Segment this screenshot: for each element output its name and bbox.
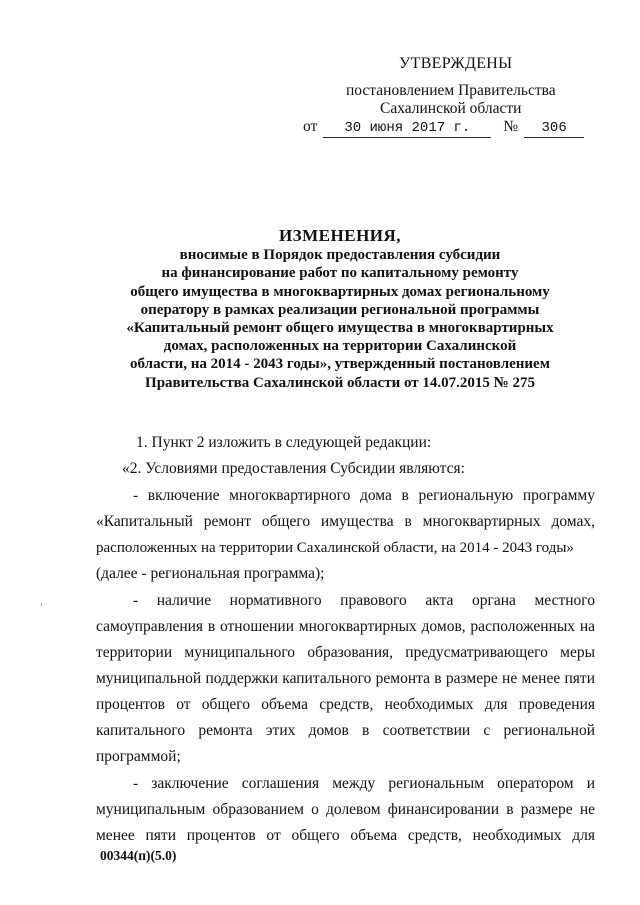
heading-line: общего имущества в многоквартирных домах региональному [130, 283, 550, 300]
body-line: программой; [96, 748, 181, 765]
heading-line: вносимые в Порядок предоставления субсидии [179, 247, 501, 264]
date-value: 30 июня 2017 г. [323, 120, 491, 138]
heading-line: Правительства Сахалинской области от 14.07.2015 № 275 [145, 374, 535, 391]
body-line: муниципальным образованием о долевом финансировании в размере не [96, 801, 595, 818]
approval-date-line [303, 118, 584, 138]
approval-title: УТВЕРЖДЕНЫ [399, 55, 513, 72]
body-line: (далее - региональная программа); [96, 565, 325, 582]
body-line: муниципальной поддержки капитального ремонта в размере не менее пяти [96, 670, 595, 687]
body-line: - включение многоквартирного дома в региональную программу [133, 487, 595, 504]
body-line: 1. Пункт 2 изложить в следующей редакции: [136, 434, 432, 451]
body-line: расположенных на территории Сахалинской области, на 2014 - 2043 годы» [96, 540, 574, 556]
body-line: «2. Условиями предоставления Субсидии являются: [122, 460, 465, 477]
body-line: - заключение соглашения между региональным оператором и [133, 775, 595, 792]
approval-issuer-line-1: постановлением Правительства [346, 82, 556, 99]
heading-line: области, на 2014 - 2043 годы», утвержденный постановлением [130, 356, 550, 373]
body-line: процентов от общего объема средств, необходимых для проведения [96, 696, 595, 713]
number-value: 306 [524, 120, 584, 138]
document-code: 00344(п)(5.0) [100, 848, 177, 863]
body-line: - наличие нормативного правового акта органа местного [133, 592, 595, 609]
heading-title: ИЗМЕНЕНИЯ, [278, 226, 402, 245]
heading-line: на финансирование работ по капитальному ремонту [161, 265, 519, 282]
document-heading [100, 227, 580, 392]
heading-line: оператору в рамках реализации региональной программы [140, 301, 540, 318]
scan-mark [41, 603, 42, 606]
body-line: капитального ремонта этих домов в соответствии с региональной [96, 722, 595, 739]
number-sign: № [503, 118, 519, 135]
body-line: «Капитальный ремонт общего имущества в многоквартирных домах, [96, 513, 595, 530]
body-line: менее пяти процентов от общего объема средств, необходимых для [96, 827, 595, 844]
body-line: самоуправления в отношении многоквартирных домов, расположенных на [96, 618, 595, 635]
body-line: территории муниципального образования, предусматривающего меры [96, 644, 595, 661]
approval-issuer-line-2: Сахалинской области [380, 100, 522, 117]
date-prefix: от [303, 118, 318, 135]
heading-line: домах, расположенных на территории Сахалинской [163, 338, 517, 355]
heading-line: «Капитальный ремонт общего имущества в многоквартирных [126, 320, 554, 337]
